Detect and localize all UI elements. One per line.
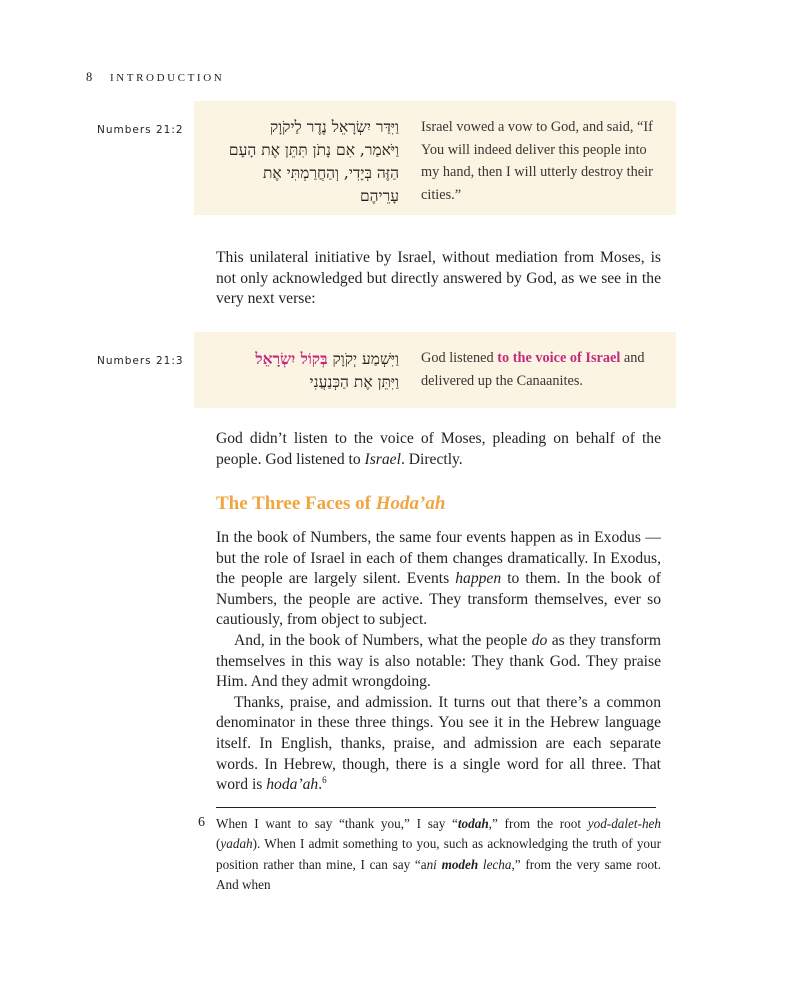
- body-section: [216, 528, 661, 796]
- bold-term: todah: [457, 816, 489, 831]
- text: Thanks, praise, and admission. It turns out that there’s a common denominator in these three things. You see it in the Hebrew language itself. In English, thanks, praise, and admission are each separate words. In Hebrew, though, there is a single word for all three. That word is: [216, 693, 661, 794]
- text: to them. In the book of Numbers, the people are active. They transform themselves, ever so cautiously, from object to subject.: [216, 570, 661, 629]
- footnote-divider: [216, 807, 656, 808]
- text: (: [216, 836, 221, 852]
- text: ,” from the very same root. And when: [216, 856, 662, 892]
- hebrew-text: וַיִּשְׁמַע יְקֹוָק: [327, 350, 399, 368]
- hebrew-line: הַזֶּה בְּיָדִי, וְהַחֲרַמְתִּי אֶת: [262, 164, 399, 182]
- text: .: [318, 776, 323, 794]
- hebrew-line: וַיִּדַּר יִשְׂרָאֵל נֶדֶר לַיקֹוָק: [269, 118, 399, 136]
- footnote: [216, 814, 661, 895]
- text: ,” from the root: [488, 816, 588, 831]
- heading-text: The Three Faces of: [216, 493, 376, 514]
- paragraph-text: [216, 693, 661, 796]
- paragraph-text: This unilateral initiative by Israel, without mediation from Moses, is not only acknowledged but directly answered by God, as we see in the very next verse:: [216, 249, 661, 308]
- highlighted-phrase: to the voice of Israel: [497, 350, 621, 366]
- hebrew-line: [194, 347, 399, 371]
- text: and delivered up the Canaanites.: [421, 350, 645, 389]
- section-heading: [216, 493, 445, 515]
- text: . Directly.: [400, 450, 463, 468]
- paragraph-text: [216, 429, 661, 470]
- emphasis: happen: [455, 570, 502, 588]
- hebrew-line: וַיֹּאמַר, אִם נָתֹן תִּתֵּן אֶת הָעָם: [228, 141, 399, 159]
- english-translation: Israel vowed a vow to God, and said, “If You will indeed deliver this people into my hand, then I will utterly destroy their cities.”: [421, 119, 653, 203]
- verse-reference: Numbers 21:2: [97, 124, 184, 136]
- text: When I want to say “thank you,” I say “: [216, 816, 458, 831]
- text: In the book of Numbers, the same four events happen as in Exodus — but the role of Israel in each of them changes dramatically. In Exodus, the people are largely silent. Events: [216, 529, 661, 588]
- running-head: [86, 70, 224, 85]
- paragraph-text: [216, 631, 661, 693]
- english-translation: [421, 347, 666, 392]
- emphasis: do: [531, 631, 548, 649]
- hebrew-verse: [194, 347, 399, 394]
- text: as they transform themselves in this way is also notable: They thank God. They praise Him. And they admit wrongdoing.: [216, 631, 661, 691]
- page-number: 8: [86, 70, 93, 84]
- paragraph-text: [216, 528, 661, 631]
- text: God didn’t listen to the voice of Moses, pleading on behalf of the people. God listened to: [216, 430, 661, 468]
- text: ). When I admit something to you, such as acknowledging the truth of your position rather than mine, I can say “a: [216, 836, 661, 872]
- body-paragraph: [216, 248, 661, 310]
- hebrew-highlight: בְּקוֹל יִשְׂרָאֵל: [255, 349, 328, 368]
- heading-italic: Hoda’ah: [375, 493, 446, 514]
- text: And, in the book of Numbers, what the people: [234, 631, 532, 649]
- body-paragraph: [216, 429, 661, 470]
- italic-term: yod-dalet-heh: [587, 816, 661, 831]
- bold-term: modeh: [441, 856, 479, 872]
- footnote-number: 6: [198, 815, 205, 830]
- italic-term: yadah: [220, 836, 253, 852]
- emphasis: hoda’ah: [266, 776, 319, 794]
- hebrew-line: עָרֵיהֶם: [359, 187, 399, 205]
- section-title: INTRODUCTION: [109, 72, 225, 84]
- text: God listened: [421, 350, 498, 366]
- hebrew-verse: [194, 116, 399, 208]
- hebrew-line: וַיִּתֵּן אֶת הַכְּנַעֲנִי: [309, 373, 399, 391]
- footnote-reference[interactable]: 6: [322, 775, 327, 786]
- italic-term: lecha: [478, 856, 512, 872]
- verse-panel: [194, 101, 676, 215]
- verse-panel: [194, 332, 676, 408]
- emphasis: Israel: [364, 450, 401, 468]
- italic-term: ni: [426, 856, 442, 872]
- verse-reference: Numbers 21:3: [97, 355, 184, 367]
